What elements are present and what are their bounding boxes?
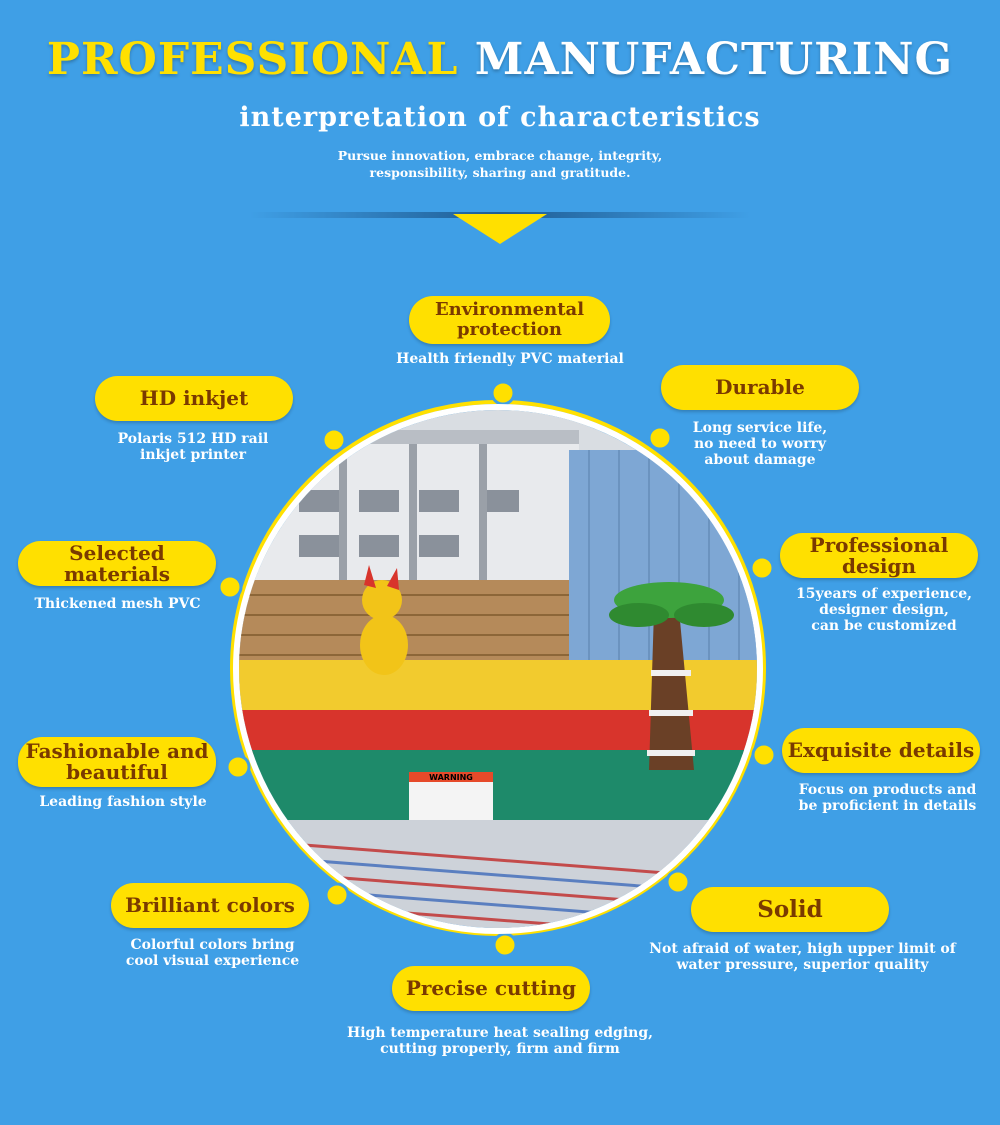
caption-selected-materials: Thickened mesh PVC [34, 596, 201, 612]
pill-brilliant-colors: Brilliant colors [111, 883, 309, 928]
caption-brilliant-colors: Colorful colors bring cool visual experience [125, 937, 300, 969]
caption-environmental-protection: Health friendly PVC material [396, 351, 624, 367]
pill-durable: Durable [661, 365, 859, 410]
caption-precise-cutting: High temperature heat sealing edging, cutting properly, firm and firm [346, 1025, 653, 1057]
title-part-manufacturing: MANUFACTURING [474, 34, 954, 85]
pill-professional-design: Professional design [780, 533, 978, 578]
pill-precise-cutting: Precise cutting [392, 966, 590, 1011]
pill-exquisite-details: Exquisite details [782, 728, 980, 773]
connector-dot [326, 884, 348, 906]
caption-solid: Not afraid of water, high upper limit of water pressure, superior quality [649, 941, 956, 973]
pill-solid: Solid [691, 887, 889, 932]
pill-selected-materials: Selected materials [18, 541, 216, 586]
connector-dot [219, 576, 241, 598]
connector-dot [492, 382, 514, 404]
caption-professional-design: 15years of experience, designer design, can be customized [796, 586, 972, 634]
pill-hd-inkjet: HD inkjet [95, 376, 293, 421]
connector-dot [227, 756, 249, 778]
product-photo [233, 404, 763, 934]
tagline: Pursue innovation, embrace change, integrity, responsibility, sharing and gratitude. [337, 148, 663, 180]
connector-dot [494, 934, 516, 956]
pill-fashionable-beautiful: Fashionable and beautiful [18, 737, 216, 787]
inflatable-playground-illustration [239, 410, 757, 928]
warning-sticker-label: WARNING [429, 773, 473, 782]
caption-fashionable-beautiful: Leading fashion style [39, 794, 207, 810]
connector-dot [753, 744, 775, 766]
connector-dot [751, 557, 773, 579]
caption-hd-inkjet: Polaris 512 HD rail inkjet printer [117, 431, 269, 463]
connector-dot [323, 429, 345, 451]
connector-dot [667, 871, 689, 893]
caption-exquisite-details: Focus on products and be proficient in details [798, 782, 977, 814]
caption-durable: Long service life, no need to worry about damage [692, 420, 828, 468]
page-subtitle: interpretation of characteristics [239, 102, 761, 133]
title-part-professional: PROFESSIONAL [46, 34, 459, 85]
pill-environmental-protection: Environmental protection [409, 296, 610, 344]
